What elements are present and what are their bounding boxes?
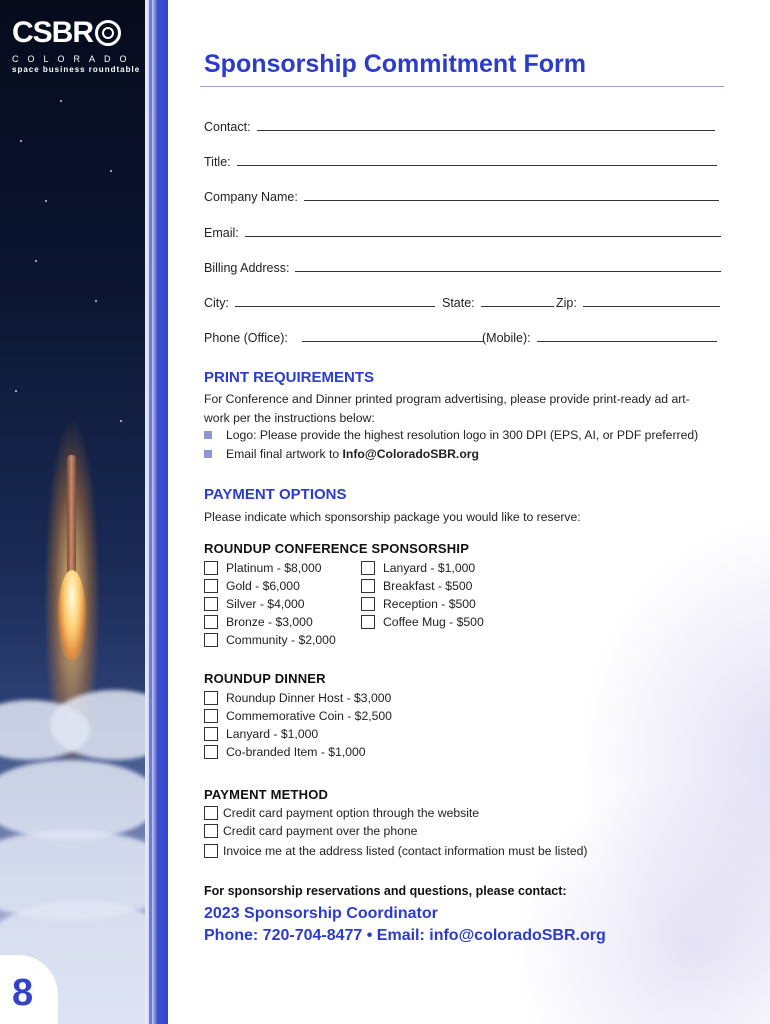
title-divider bbox=[200, 86, 724, 87]
checkbox-coffee-mug[interactable]: Coffee Mug - $500 bbox=[361, 615, 484, 629]
billing-label: Billing Address: bbox=[204, 261, 290, 275]
zip-field[interactable] bbox=[556, 296, 720, 310]
checkbox-breakfast[interactable]: Breakfast - $500 bbox=[361, 579, 472, 593]
checkbox-commemorative-coin[interactable]: Commemorative Coin - $2,500 bbox=[204, 709, 392, 723]
checkbox-bronze[interactable]: Bronze - $3,000 bbox=[204, 615, 313, 629]
print-requirements-text-2: work per the instructions below: bbox=[204, 411, 375, 425]
phone-office-field[interactable] bbox=[204, 331, 484, 345]
sidebar-image bbox=[0, 0, 145, 1024]
zip-label: Zip: bbox=[556, 296, 577, 310]
rocket-image bbox=[67, 455, 76, 575]
contact-note: For sponsorship reservations and questions, please contact: bbox=[204, 884, 567, 898]
page-title: Sponsorship Commitment Form bbox=[204, 50, 586, 78]
payment-options-heading: PAYMENT OPTIONS bbox=[204, 486, 347, 503]
billing-address-field[interactable] bbox=[204, 261, 721, 275]
checkbox-reception[interactable]: Reception - $500 bbox=[361, 597, 476, 611]
email-label: Email: bbox=[204, 226, 239, 240]
csbr-logo: CSBR COLORADO space business roundtable bbox=[12, 16, 141, 74]
page-number: 8 bbox=[12, 972, 34, 1014]
checkbox-platinum[interactable]: Platinum - $8,000 bbox=[204, 561, 322, 575]
contact-field[interactable] bbox=[204, 120, 715, 134]
checkbox-lanyard-conference[interactable]: Lanyard - $1,000 bbox=[361, 561, 475, 575]
payment-options-text: Please indicate which sponsorship package you would like to reserve: bbox=[204, 510, 581, 524]
title-label: Title: bbox=[204, 155, 231, 169]
checkbox-invoice[interactable]: Invoice me at the address listed (contact information must be listed) bbox=[204, 844, 587, 858]
phone-mobile-field[interactable] bbox=[482, 331, 717, 345]
conference-heading: ROUNDUP CONFERENCE SPONSORSHIP bbox=[204, 541, 470, 556]
coordinator-title: 2023 Sponsorship Coordinator bbox=[204, 905, 438, 922]
checkbox-lanyard-dinner[interactable]: Lanyard - $1,000 bbox=[204, 727, 318, 741]
checkbox-community[interactable]: Community - $2,000 bbox=[204, 633, 336, 647]
coordinator-contact: Phone: 720-704-8477 • Email: info@coloradoSBR.org bbox=[204, 927, 606, 944]
company-label: Company Name: bbox=[204, 190, 298, 204]
rocket-flame bbox=[58, 570, 86, 660]
checkbox-silver[interactable]: Silver - $4,000 bbox=[204, 597, 305, 611]
state-field[interactable] bbox=[442, 296, 554, 310]
bullet-square-icon bbox=[204, 431, 212, 439]
logo-subtitle: COLORADO bbox=[12, 54, 136, 64]
print-requirements-heading: PRINT REQUIREMENTS bbox=[204, 369, 375, 386]
contact-label: Contact: bbox=[204, 120, 251, 134]
print-bullet-email: Email final artwork to Info@ColoradoSBR.org bbox=[204, 447, 479, 461]
city-field[interactable] bbox=[204, 296, 435, 310]
bullet-square-icon bbox=[204, 450, 212, 458]
company-field[interactable] bbox=[204, 190, 719, 204]
phone-office-label: Phone (Office): bbox=[204, 331, 288, 345]
logo-ring-icon bbox=[95, 20, 121, 46]
state-label: State: bbox=[442, 296, 475, 310]
phone-mobile-label: (Mobile): bbox=[482, 331, 531, 345]
logo-tagline: space business roundtable bbox=[12, 65, 141, 74]
checkbox-pay-website[interactable]: Credit card payment option through the website bbox=[204, 806, 479, 820]
print-bullet-logo: Logo: Please provide the highest resolution logo in 300 DPI (EPS, AI, or PDF preferred) bbox=[204, 428, 698, 442]
checkbox-gold[interactable]: Gold - $6,000 bbox=[204, 579, 300, 593]
checkbox-pay-phone[interactable]: Credit card payment over the phone bbox=[204, 824, 417, 838]
artwork-email-link[interactable]: Info@ColoradoSBR.org bbox=[342, 447, 479, 461]
checkbox-dinner-host[interactable]: Roundup Dinner Host - $3,000 bbox=[204, 691, 391, 705]
payment-method-heading: PAYMENT METHOD bbox=[204, 787, 329, 802]
title-field[interactable] bbox=[204, 155, 717, 169]
dinner-heading: ROUNDUP DINNER bbox=[204, 671, 326, 686]
checkbox-co-branded-item[interactable]: Co-branded Item - $1,000 bbox=[204, 745, 366, 759]
side-stripe-line bbox=[149, 0, 152, 1024]
city-label: City: bbox=[204, 296, 229, 310]
email-field[interactable] bbox=[204, 226, 721, 240]
print-requirements-text-1: For Conference and Dinner printed program advertising, please provide print-ready ad art- bbox=[204, 392, 690, 406]
